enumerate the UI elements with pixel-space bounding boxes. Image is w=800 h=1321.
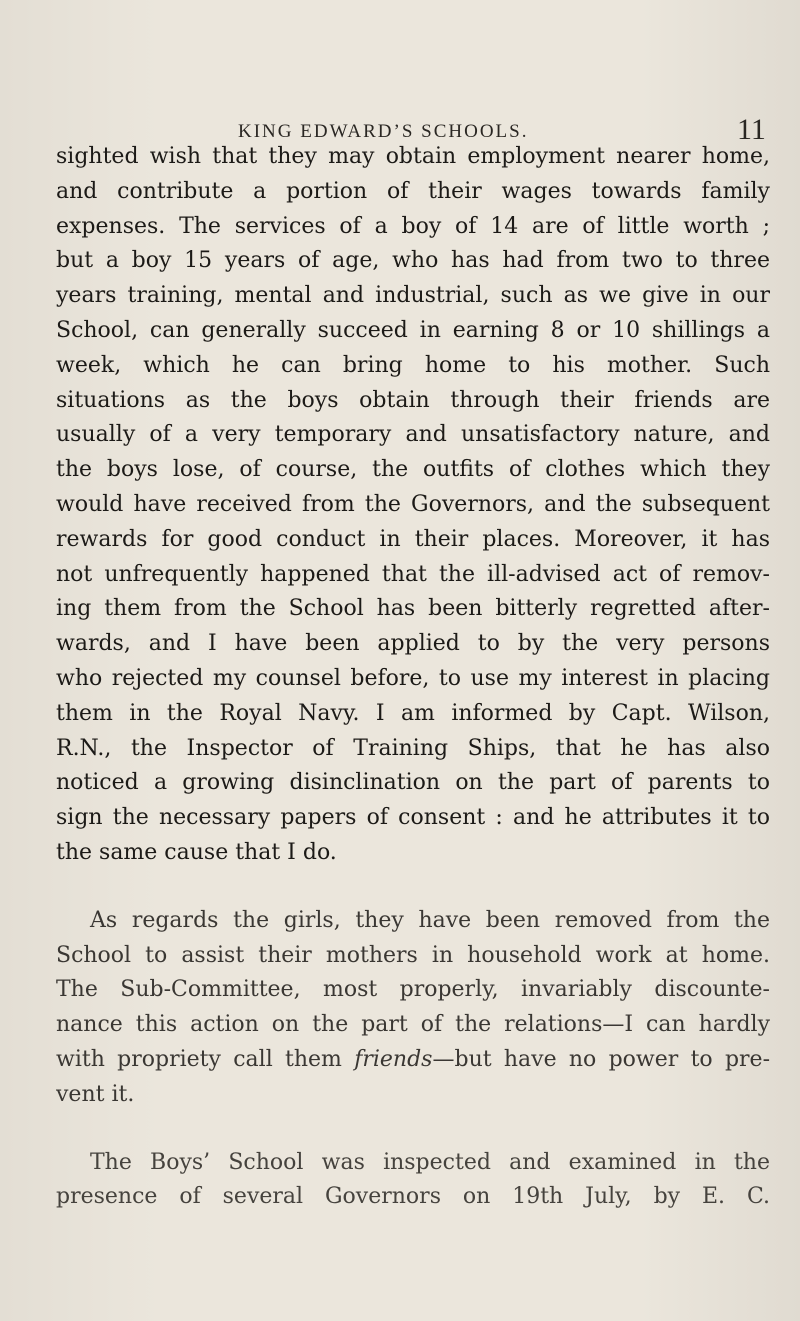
text-line: nance this action on the part of the relations—I can hardly <box>56 1012 770 1038</box>
text-line: vent it. <box>56 1081 135 1107</box>
text-line: ing them from the School has been bitterly regretted after- <box>56 596 770 622</box>
text-line: expenses. The services of a boy of 14 are of little worth ; <box>56 213 770 239</box>
paragraph-2 <box>56 904 770 1113</box>
text-line: the same cause that I do. <box>56 839 337 865</box>
paragraph-1 <box>56 140 770 871</box>
text-line: week, which he can bring home to his mother. Such <box>56 352 770 378</box>
body-text <box>56 140 770 1215</box>
text-line: The Sub-Committee, most properly, invariably discounte- <box>56 977 770 1003</box>
text-line: School, can generally succeed in earning 8 or 10 shillings a <box>56 317 770 343</box>
text-line: wards, and I have been applied to by the very persons <box>56 631 770 657</box>
text-line: rewards for good conduct in their places. Moreover, it has <box>56 526 770 552</box>
text-line: them in the Royal Navy. I am informed by Capt. Wilson, <box>56 700 770 726</box>
paragraph-gap <box>56 1113 770 1146</box>
running-title: KING EDWARD’S SCHOOLS. <box>238 121 529 142</box>
text-line: sign the necessary papers of consent : and he attributes it to <box>56 805 770 831</box>
text-line: would have received from the Governors, and the subsequent <box>56 491 770 517</box>
text-line: noticed a growing disinclination on the part of parents to <box>56 770 770 796</box>
text-line: sighted wish that they may obtain employment nearer home, <box>56 144 770 169</box>
text-line: The Boys’ School was inspected and examined in the <box>90 1149 770 1175</box>
italic-word: friends <box>354 1046 433 1072</box>
paragraph-3 <box>56 1146 770 1216</box>
text-line: years training, mental and industrial, such as we give in our <box>56 283 770 309</box>
text-line: situations as the boys obtain through their friends are <box>56 387 770 413</box>
text-line: As regards the girls, they have been removed from the <box>90 907 770 933</box>
text-line: not unfrequently happened that the ill-advised act of remov- <box>56 561 770 587</box>
text-line: and contribute a portion of their wages towards family <box>56 178 770 204</box>
paragraph-gap <box>56 871 770 904</box>
text-segment: with propriety call them <box>56 1046 342 1072</box>
text-line: but a boy 15 years of age, who has had from two to three <box>56 248 770 274</box>
text-line: presence of several Governors on 19th July, by E. C. <box>56 1184 770 1210</box>
text-line: R.N., the Inspector of Training Ships, that he has also <box>56 735 770 761</box>
page-number: 11 <box>737 113 766 146</box>
text-line: the boys lose, of course, the outfits of clothes which they <box>56 457 770 483</box>
text-segment: —but have no power to pre- <box>432 1046 770 1072</box>
text-line: who rejected my counsel before, to use my interest in placing <box>56 665 770 691</box>
text-line: usually of a very temporary and unsatisfactory nature, and <box>56 422 770 448</box>
text-line <box>56 1043 770 1078</box>
text-line: School to assist their mothers in household work at home. <box>56 942 770 968</box>
